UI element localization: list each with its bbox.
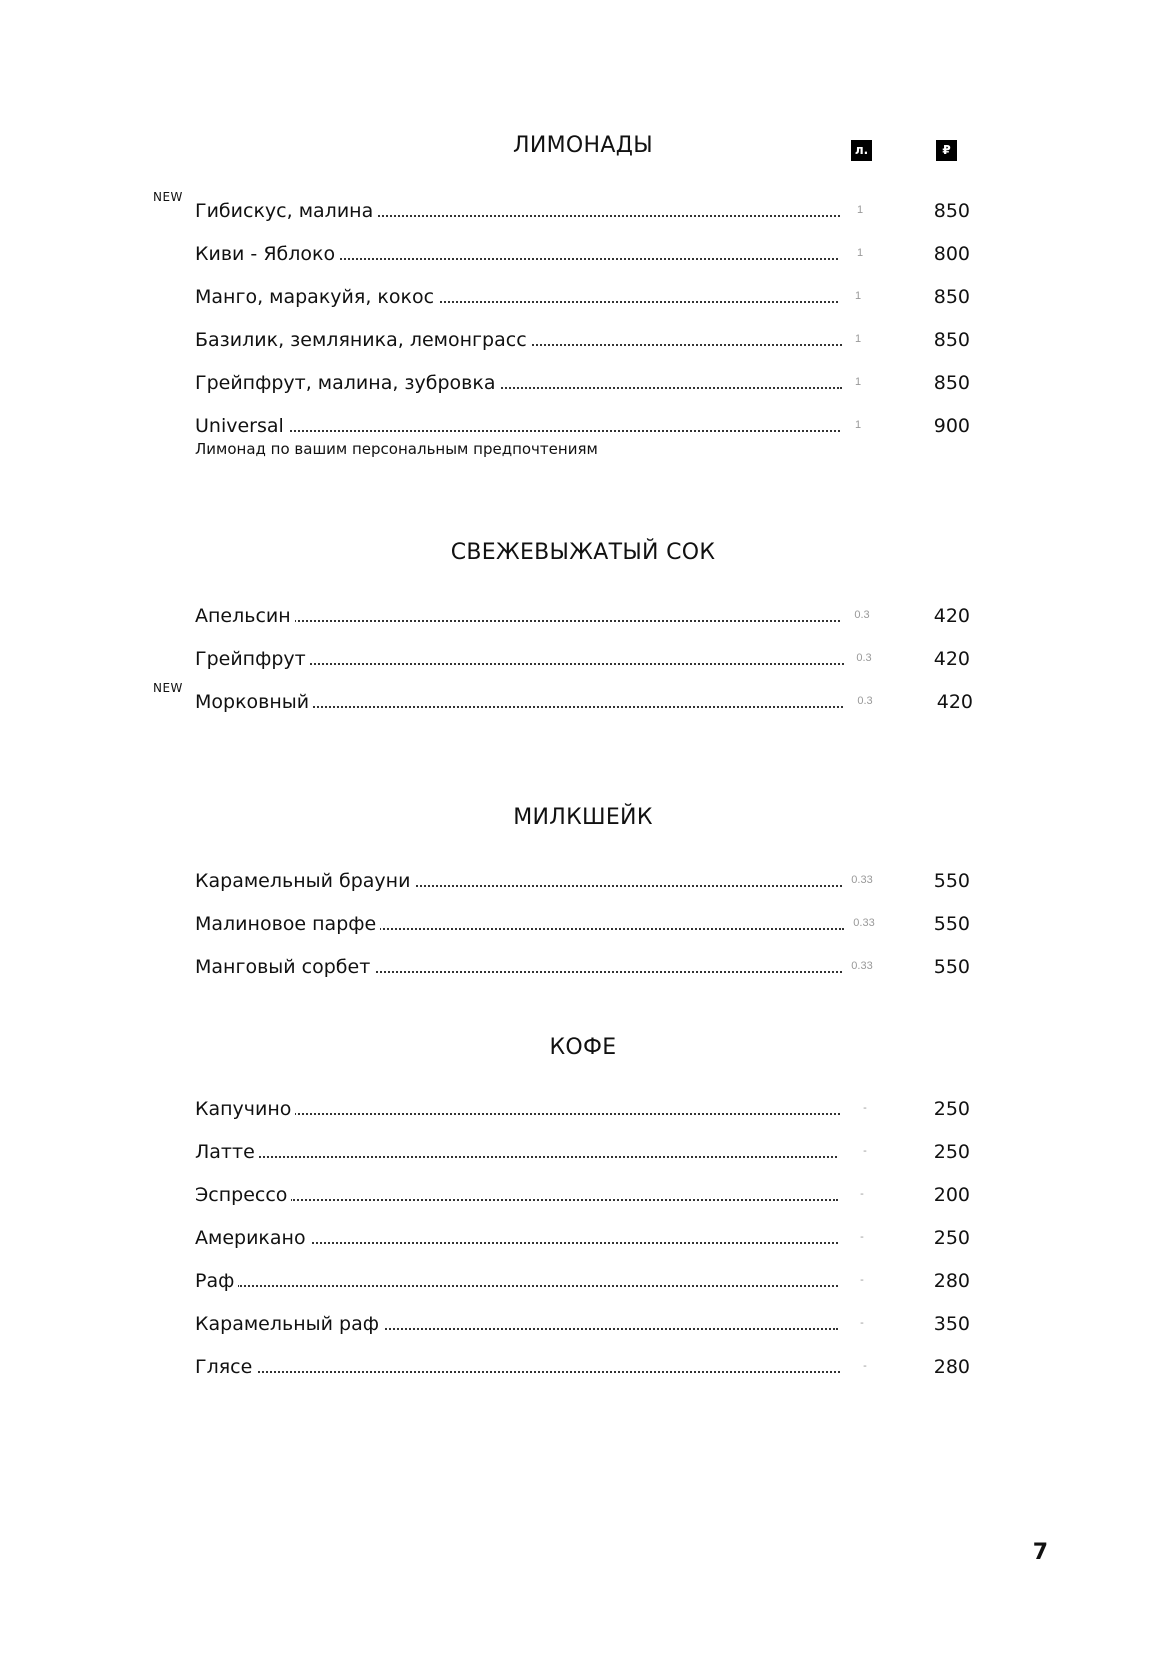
- dot-leader: [450, 387, 842, 389]
- dot-leader: [290, 1113, 840, 1115]
- dot-leader: [400, 301, 838, 303]
- item-name: Universal: [195, 413, 288, 439]
- menu-item: [0, 370, 1166, 400]
- menu-item: [0, 1311, 1166, 1341]
- section-title-lemonades: ЛИМОНАДЫ: [513, 133, 653, 158]
- dot-leader: [255, 1156, 837, 1158]
- item-price: 250: [933, 1227, 970, 1249]
- menu-item: [0, 603, 1166, 633]
- item-volume: 0.3: [854, 609, 870, 621]
- dot-leader: [285, 620, 840, 622]
- item-price: 550: [933, 870, 970, 892]
- item-name: Грейпфрут: [195, 646, 310, 672]
- item-volume: 1: [854, 290, 862, 302]
- item-price: 250: [933, 1141, 970, 1163]
- item-name: Грейпфрут, малина, зубровка: [195, 370, 499, 396]
- menu-item: [0, 413, 1166, 443]
- section-title-milkshake: МИЛКШЕЙК: [513, 805, 653, 830]
- item-price: 850: [933, 286, 970, 308]
- menu-item: [0, 1139, 1166, 1169]
- dot-leader: [285, 430, 840, 432]
- item-volume: -: [860, 1317, 864, 1329]
- item-price: 420: [933, 648, 970, 670]
- menu-item: [0, 1354, 1166, 1384]
- item-name: Морковный: [195, 689, 313, 715]
- dot-leader: [345, 215, 840, 217]
- item-price: 900: [933, 415, 970, 437]
- item-volume: 1: [856, 204, 864, 216]
- item-name: Американо: [195, 1225, 310, 1251]
- item-price: 200: [933, 1184, 970, 1206]
- menu-item: [0, 954, 1166, 984]
- item-name: Манго, маракуйя, кокос: [195, 284, 438, 310]
- item-volume: 0.33: [853, 917, 875, 929]
- item-volume: 1: [854, 333, 862, 345]
- menu-item: [0, 284, 1166, 314]
- new-badge: NEW: [153, 681, 183, 695]
- volume-unit-header: л.: [851, 140, 872, 161]
- item-volume: -: [860, 1188, 864, 1200]
- item-volume: 0.3: [856, 652, 872, 664]
- item-name: Гибискус, малина: [195, 198, 377, 224]
- item-name: Манговый сорбет: [195, 954, 374, 980]
- dot-leader: [362, 1328, 838, 1330]
- menu-item: [0, 868, 1166, 898]
- item-name: Карамельный раф: [195, 1311, 383, 1337]
- dot-leader: [247, 1371, 840, 1373]
- section-title-coffee: КОФЕ: [549, 1035, 617, 1060]
- menu-item: [0, 190, 1166, 228]
- item-volume: -: [863, 1145, 867, 1157]
- item-price: 550: [933, 956, 970, 978]
- menu-item: [0, 1225, 1166, 1255]
- item-name: Базилик, земляника, лемонграсс: [195, 327, 531, 353]
- item-volume: 1: [856, 247, 864, 259]
- item-price: 850: [933, 372, 970, 394]
- item-price: 800: [933, 243, 970, 265]
- menu-item: [0, 1268, 1166, 1298]
- item-name: Киви - Яблоко: [195, 241, 339, 267]
- item-price: 850: [933, 200, 970, 222]
- price-unit-header: ₽: [936, 140, 957, 161]
- item-note: Лимонад по вашим персональным предпочтениям: [195, 440, 598, 458]
- dot-leader: [237, 1285, 838, 1287]
- dot-leader: [395, 885, 842, 887]
- item-name: Латте: [195, 1139, 259, 1165]
- item-price: 350: [933, 1313, 970, 1335]
- menu-item: [0, 327, 1166, 357]
- item-volume: -: [863, 1102, 867, 1114]
- item-volume: -: [860, 1231, 864, 1243]
- dot-leader: [480, 344, 842, 346]
- item-volume: 0.33: [851, 874, 873, 886]
- dot-leader: [320, 258, 838, 260]
- item-volume: -: [863, 1360, 867, 1372]
- item-volume: 0.3: [857, 695, 873, 707]
- section-title-juice: СВЕЖЕВЫЖАТЫЙ СОК: [450, 540, 716, 565]
- dot-leader: [305, 1242, 838, 1244]
- item-price: 420: [933, 605, 970, 627]
- item-volume: 1: [854, 419, 862, 431]
- item-name: Раф: [195, 1268, 238, 1294]
- item-name: Глясе: [195, 1354, 256, 1380]
- item-name: Капучино: [195, 1096, 295, 1122]
- menu-item: [0, 911, 1166, 941]
- item-price: 420: [936, 691, 973, 713]
- item-name: Апельсин: [195, 603, 295, 629]
- item-volume: 1: [854, 376, 862, 388]
- item-price: 280: [933, 1270, 970, 1292]
- item-volume: 0.33: [851, 960, 873, 972]
- dot-leader: [365, 971, 842, 973]
- menu-item: [0, 1096, 1166, 1126]
- menu-item: [0, 1182, 1166, 1212]
- item-name: Эспрессо: [195, 1182, 291, 1208]
- item-price: 850: [933, 329, 970, 351]
- menu-item: [0, 646, 1166, 676]
- item-volume: -: [860, 1274, 864, 1286]
- page-number: 7: [1032, 1540, 1048, 1565]
- new-badge: NEW: [153, 190, 183, 204]
- item-price: 250: [933, 1098, 970, 1120]
- dot-leader: [305, 706, 843, 708]
- menu-item: [0, 241, 1166, 271]
- menu-item: [0, 681, 1166, 719]
- item-price: 280: [933, 1356, 970, 1378]
- item-name: Малиновое парфе: [195, 911, 380, 937]
- dot-leader: [290, 1199, 838, 1201]
- item-price: 550: [933, 913, 970, 935]
- dot-leader: [290, 663, 844, 665]
- item-name: Карамельный брауни: [195, 868, 414, 894]
- dot-leader: [360, 928, 844, 930]
